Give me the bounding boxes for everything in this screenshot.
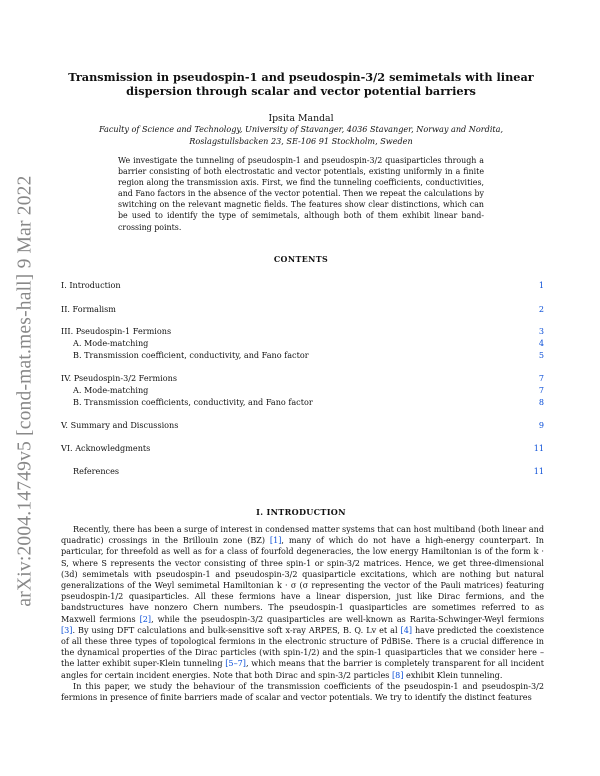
toc-page-link[interactable]: 7	[538, 373, 544, 383]
toc-page-link[interactable]: 11	[533, 466, 544, 476]
toc-page-link[interactable]: 7	[538, 385, 544, 395]
arxiv-watermark-text: arXiv:2004.14749v5 [cond-mat.mes-hall] 9 Mar 2022	[15, 175, 37, 607]
citation-link[interactable]: [1]	[269, 535, 282, 546]
toc-entry[interactable]	[61, 338, 544, 350]
toc-entry[interactable]	[61, 304, 544, 316]
author-affiliation: Faculty of Science and Technology, University of Stavanger, 4036 Stavanger, Norway and Nordita, Roslagstullsbacken 23, SE-106 91 Stockholm, Sweden	[98, 124, 504, 146]
toc-label: V. Summary and Discussions	[61, 420, 179, 430]
author-name: Ipsita Mandal	[268, 113, 334, 124]
toc-page-link[interactable]: 4	[538, 338, 544, 348]
citation-link[interactable]: [8]	[392, 669, 404, 680]
citation-link[interactable]: [2]	[139, 613, 152, 624]
toc-page-link[interactable]: 9	[538, 420, 544, 430]
toc-label: A. Mode-matching	[73, 385, 149, 395]
text-run: , which means that the barrier is completely transparent for all incident angles for certain incident energies. Note that both Dirac and spin-3/2 particles	[61, 658, 544, 680]
toc-label: VI. Acknowledgments	[61, 443, 151, 453]
toc-label: II. Formalism	[61, 304, 116, 314]
toc-entry[interactable]	[61, 326, 544, 338]
citation-link[interactable]: [3]	[61, 624, 73, 635]
toc-entry[interactable]	[61, 280, 544, 292]
toc-label: IV. Pseudospin-3/2 Fermions	[61, 373, 178, 383]
citation-link[interactable]: [5–7]	[225, 658, 246, 669]
toc-entry[interactable]	[61, 466, 544, 478]
arxiv-watermark	[4, 165, 48, 617]
section-heading: I. INTRODUCTION	[256, 507, 346, 517]
toc-label: References	[73, 466, 120, 476]
toc-page-link[interactable]: 3	[538, 326, 544, 336]
text-run: exhibit Klein tunneling.	[403, 669, 503, 680]
abstract: We investigate the tunneling of pseudospin-1 and pseudospin-3/2 quasiparticles through a barrier consisting of both electrostatic and vector potentials, existing uniformly in a finite region along the transmission axis. First, we find the tunneling coefficients, conductivities, and Fano factors in the absence of the vector potential. Then we repeat the calculations by switching on the relevant magnetic fields. The features show clear distinctions, which can be used to identify the type of semimetals, although both of them exhibit linear band-crossing points.	[118, 156, 484, 232]
toc-entry[interactable]	[61, 420, 544, 432]
toc-label: III. Pseudospin-1 Fermions	[61, 326, 172, 336]
introduction-body	[61, 524, 544, 703]
contents-heading: CONTENTS	[273, 255, 329, 264]
text-run: , many of which do not have a high-energy counterpart. In particular, for threefold as well as for a class of fourfold degeneracies, the low energy Hamiltonian is of the form k · S, where S represents the vector consisting of three spin-1 or spin-3/2 matrices. Hence, we get three-dimensional (3d) semimetals with pseudospin-1 and pseudospin-3/2 quasiparticle excitations, which are nothing but natural generalizations of the Weyl semimetal Hamiltonian k · σ (σ representing the vector of the Pauli matrices) featuring pseudospin-1/2 quasiparticles. All these fermions have a linear dispersion, just like Dirac fermions, and the bandstructures have nonzero Chern numbers. The pseudospin-1 quasiparticles are sometimes referred to as Maxwell fermions	[61, 535, 544, 624]
toc-entry[interactable]	[61, 385, 544, 397]
text-run: . By using DFT calculations and bulk-sensitive soft x-ray ARPES, B. Q. Lv et al	[72, 624, 401, 635]
toc-label: A. Mode-matching	[73, 338, 149, 348]
toc-page-link[interactable]: 8	[538, 397, 544, 407]
text-run: have predicted the coexistence of all these three types of topological fermions in the electronic structure of PdBiSe. There is a crucial difference in the dynamical properties of the Dirac particles (with spin-1/2) and the spin-1 quasiparticles that we consider here – the latter exhibit super-Klein tunneling	[61, 624, 544, 669]
toc-page-link[interactable]: 1	[538, 280, 544, 290]
paragraph	[61, 524, 544, 681]
text-run: Recently, there has been a surge of interest in condensed matter systems that can host multiband (both linear and quadratic) crossings in the Brillouin zone (BZ)	[61, 524, 544, 546]
toc-entry[interactable]	[61, 397, 544, 409]
text-run: , while the pseudospin-3/2 quasiparticles are well-known as Rarita-Schwinger-Weyl fermions	[151, 613, 545, 624]
toc-entry[interactable]	[61, 373, 544, 385]
paragraph: In this paper, we study the behaviour of the transmission coefficients of the pseudospin-1 and pseudospin-3/2 fermions in presence of finite barriers made of scalar and vector potentials. We try to identify the distinct features	[61, 680, 544, 703]
toc-page-link[interactable]: 5	[538, 350, 544, 360]
toc-label: B. Transmission coefficient, conductivity, and Fano factor	[73, 350, 309, 360]
toc-entry[interactable]	[61, 350, 544, 362]
toc-label: I. Introduction	[61, 280, 121, 290]
toc-entry[interactable]	[61, 443, 544, 455]
citation-link[interactable]: [4]	[400, 624, 412, 635]
toc-page-link[interactable]: 11	[533, 443, 544, 453]
toc-page-link[interactable]: 2	[538, 304, 544, 314]
toc-label: B. Transmission coefficients, conductivity, and Fano factor	[73, 397, 313, 407]
paper-title: Transmission in pseudospin-1 and pseudospin-3/2 semimetals with linear dispersion through scalar and vector potential barriers	[68, 70, 534, 98]
